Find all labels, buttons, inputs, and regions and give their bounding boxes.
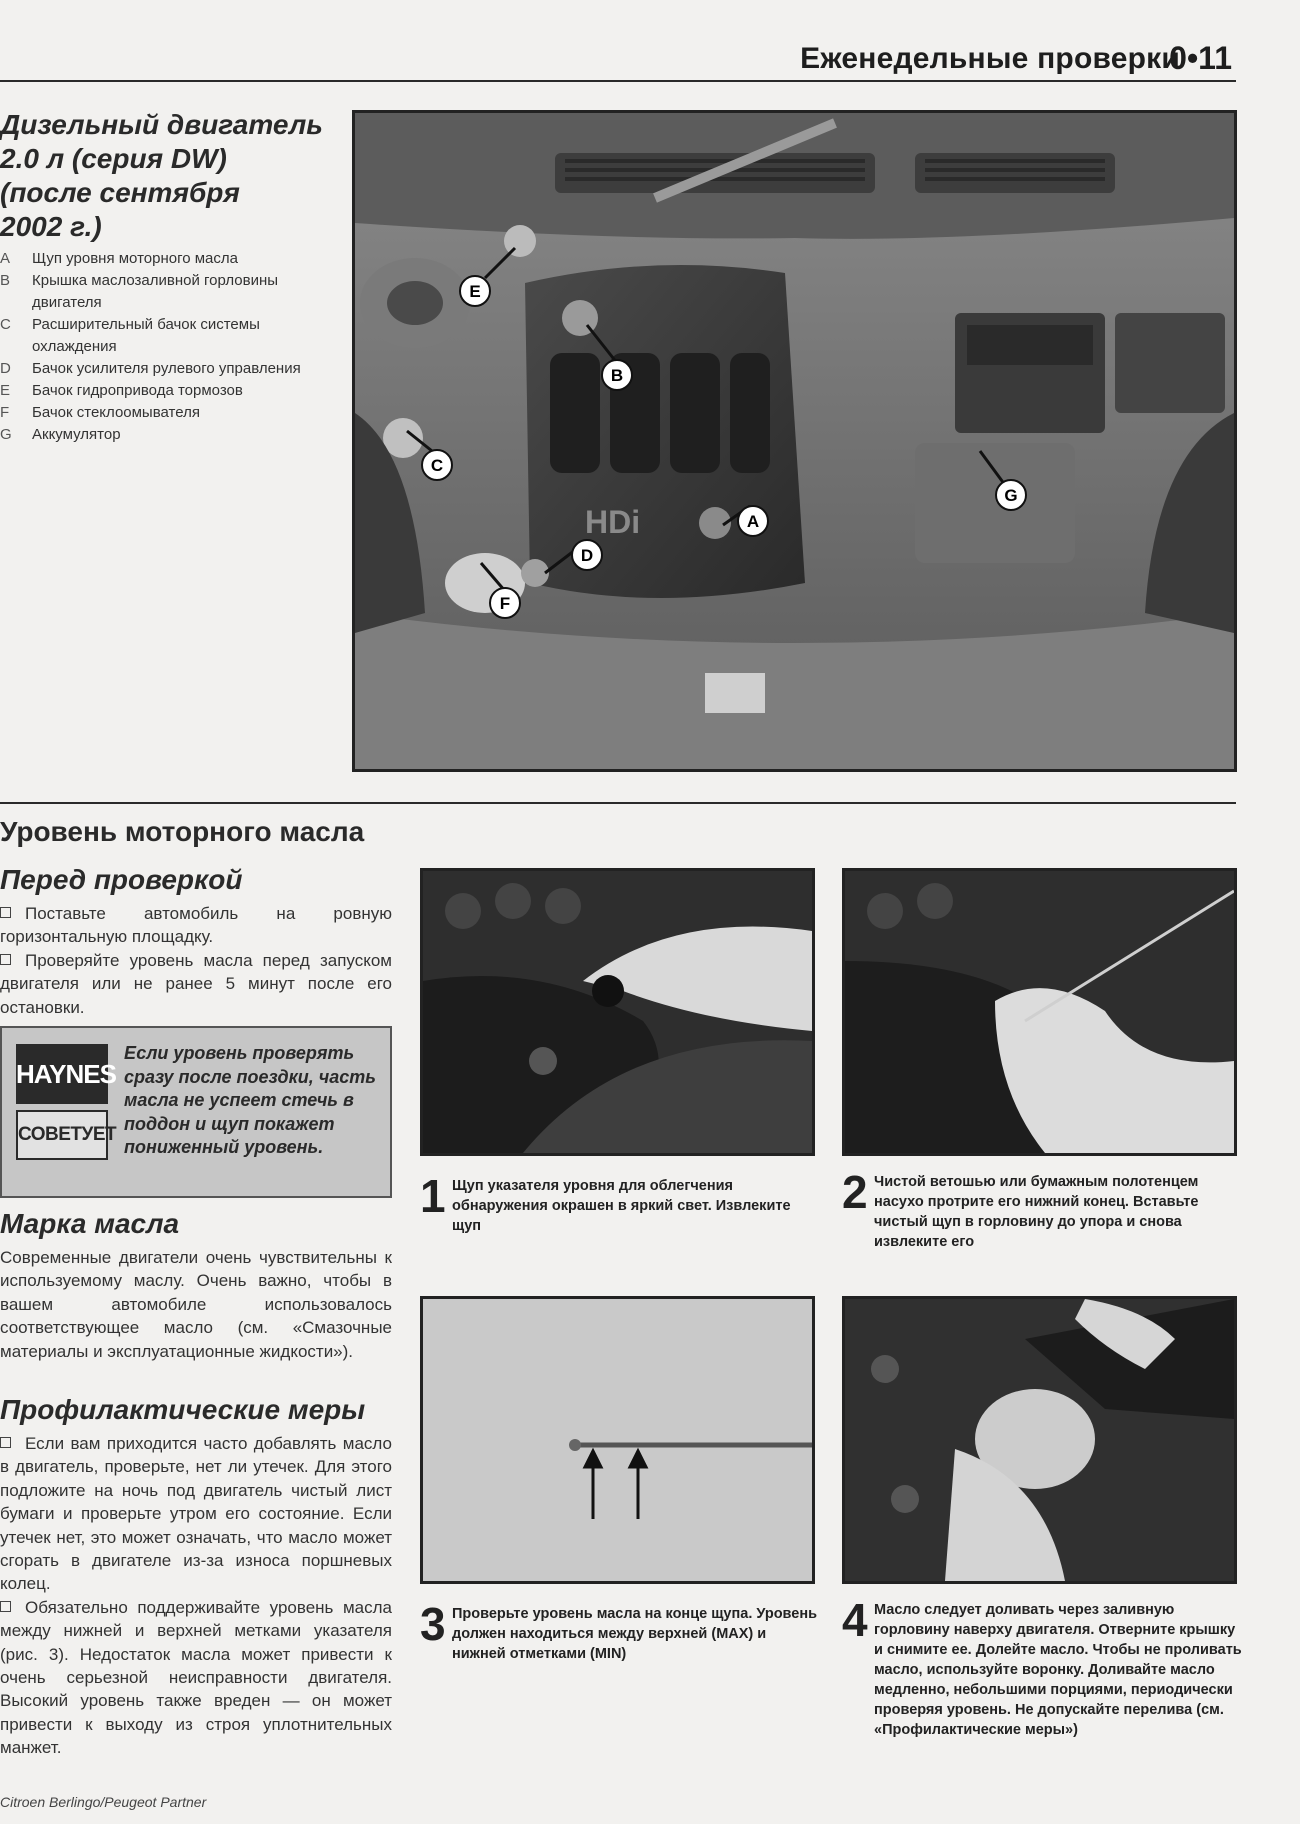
section-rule <box>0 802 1236 804</box>
engine-legend <box>0 248 340 446</box>
photo-label: A <box>746 512 760 531</box>
step-text: Масло следует доливать через заливную горловину наверху двигателя. Отверните крышку и снимите ее. Долейте масло. Чтобы не проливать масло, используйте воронку. Доливайте масло медленно, небольшими порциями, периодически проверяя уровень. Не допускайте перелива (см. «Профилактические меры») <box>874 1602 1242 1738</box>
legend-letter: C <box>0 316 11 333</box>
step-1-caption <box>420 1170 820 1236</box>
legend-item <box>0 358 340 380</box>
list-item-text: Обязательно поддерживайте уровень масла между нижней и верхней метками указателя (рис. 3). Недостаток масла может привести к очень серьезной неисправности двигателя. Высокий уровень также вреден — он может привести к выходу из строя уплотнительных манжет. <box>0 1597 392 1758</box>
legend-item <box>0 380 340 402</box>
checkbox-bullet-icon <box>0 954 11 965</box>
step-1-illustration <box>423 871 812 1153</box>
oil-grade-text: Современные двигатели очень чувствительны к используемому маслу. Очень важно, чтобы в вашем автомобиле использовалось соответствующее масло (см. «Смазочные материалы и эксплуатационные жидкости»). <box>0 1248 392 1361</box>
checkbox-bullet-icon <box>0 1437 11 1448</box>
before-check-title: Перед проверкой <box>0 864 243 895</box>
engine-section-title <box>0 108 340 244</box>
step-number: 1 <box>420 1170 446 1222</box>
engine-title-line: 2002 г.) <box>0 211 102 242</box>
legend-text: Расширительный бачок системы охлаждения <box>32 316 260 355</box>
engine-cover-brand: HDi <box>585 504 641 540</box>
list-item-text: Поставьте автомобиль на ровную горизонтальную площадку. <box>0 904 392 947</box>
haynes-advises-badge: СОВЕТУЕТ <box>16 1110 108 1160</box>
oil-grade-title: Марка масла <box>0 1208 180 1239</box>
legend-item <box>0 424 340 446</box>
photo-label: C <box>430 456 444 475</box>
prevention-title: Профилактические меры <box>0 1394 366 1425</box>
step-2-photo <box>842 868 1237 1156</box>
step-3-photo <box>420 1296 815 1584</box>
header-rule <box>0 80 1236 82</box>
step-4-caption <box>842 1594 1242 1740</box>
engine-title-line: Дизельный двигатель <box>0 109 323 140</box>
haynes-tip-box <box>0 1026 392 1198</box>
photo-label: D <box>580 546 594 565</box>
step-text: Щуп указателя уровня для облегчения обнаружения окрашен в яркий свет. Извлеките щуп <box>452 1178 791 1234</box>
legend-letter: G <box>0 426 12 443</box>
checkbox-bullet-icon <box>0 1601 11 1612</box>
step-3-illustration <box>423 1299 812 1581</box>
list-item <box>0 1432 392 1596</box>
legend-item <box>0 248 340 270</box>
legend-item <box>0 402 340 424</box>
list-item-text: Если вам приходится часто добавлять масло в двигатель, проверьте, нет ли утечек. Для этого подложите на ночь под двигатель чистый лист бумаги и проверьте утром его состояние. Если утечек нет, это может означать, что масло может сгорать в двигателе из-за износа поршневых колец. <box>0 1434 392 1594</box>
photo-label: G <box>1004 486 1018 505</box>
list-item <box>0 949 392 1019</box>
page-number: 0•11 <box>1169 40 1232 76</box>
step-number: 3 <box>420 1598 446 1650</box>
step-text: Проверьте уровень масла на конце щупа. Уровень должен находиться между верхней (MAX) и нижней отметками (MIN) <box>452 1606 818 1662</box>
checkbox-bullet-icon <box>0 907 11 918</box>
legend-text: Бачок стеклоомывателя <box>32 404 200 421</box>
legend-item <box>0 314 340 358</box>
footer-book-title: Citroen Berlingo/Peugeot Partner <box>0 1794 207 1810</box>
prevention-list <box>0 1432 392 1760</box>
step-number: 2 <box>842 1166 868 1218</box>
legend-letter: E <box>0 382 11 399</box>
before-check-list <box>0 902 392 1019</box>
step-2-caption <box>842 1166 1242 1252</box>
list-item <box>0 1596 392 1760</box>
tip-text: Если уровень проверять сразу после поездки, часть масла не успеет стечь в поддон и щуп покажет пониженный уровень. <box>124 1043 376 1158</box>
photo-label: E <box>469 282 481 301</box>
photo-label: F <box>499 594 511 613</box>
engine-bay-photo <box>352 110 1237 772</box>
engine-title-line: 2.0 л (серия DW) <box>0 143 227 174</box>
legend-letter: D <box>0 360 11 377</box>
haynes-logo: HAYNES <box>16 1044 108 1104</box>
list-item <box>0 902 392 949</box>
legend-text: Щуп уровня моторного масла <box>32 250 238 267</box>
engine-title-line: (после сентября <box>0 177 240 208</box>
page-header-title: Еженедельные проверки <box>800 42 1180 75</box>
legend-letter: A <box>0 250 11 267</box>
step-1-photo <box>420 868 815 1156</box>
legend-text: Крышка маслозаливной горловины двигателя <box>32 272 279 311</box>
legend-text: Аккумулятор <box>32 426 121 443</box>
oil-section-title: Уровень моторного масла <box>0 816 365 847</box>
legend-item <box>0 270 340 314</box>
legend-text: Бачок усилителя рулевого управления <box>32 360 301 377</box>
legend-letter: F <box>0 404 10 421</box>
step-4-illustration <box>845 1299 1234 1581</box>
photo-label: B <box>610 366 624 385</box>
list-item-text: Проверяйте уровень масла перед запуском двигателя или не ранее 5 минут после его остановки. <box>0 950 392 1017</box>
step-text: Чистой ветошью или бумажным полотенцем насухо протрите его нижний конец. Вставьте чистый щуп в горловину до упора и снова извлеките его <box>874 1174 1199 1250</box>
legend-text: Бачок гидропривода тормозов <box>32 382 243 399</box>
step-number: 4 <box>842 1594 868 1646</box>
step-2-illustration <box>845 871 1234 1153</box>
engine-bay-illustration <box>355 113 1234 769</box>
step-3-caption <box>420 1598 820 1664</box>
legend-letter: B <box>0 272 11 289</box>
step-4-photo <box>842 1296 1237 1584</box>
